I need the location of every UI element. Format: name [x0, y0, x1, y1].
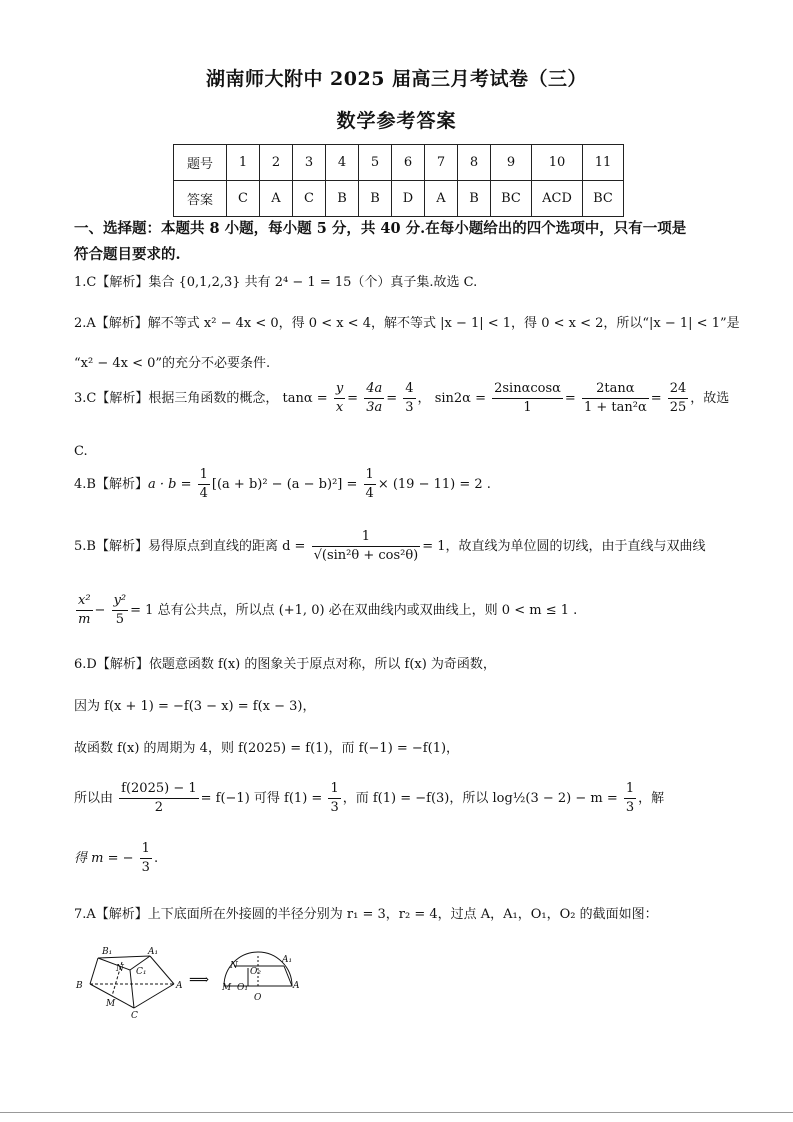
solution-text: . — [153, 851, 159, 866]
label-n: N — [116, 964, 124, 974]
solution-tag: 4.B【解析】 — [74, 477, 148, 492]
solution-tag: 3.C【解析】 — [74, 391, 149, 406]
solution-text: 依题意函数 f(x) 的图象关于原点对称，所以 f(x) 为奇函数， — [148, 657, 496, 672]
solution-q7 — [74, 905, 658, 925]
table-cell: A — [425, 181, 458, 217]
label-a2: A — [293, 981, 300, 991]
solution-q2 — [74, 314, 740, 334]
fraction-numerator: 1 — [364, 466, 376, 485]
label-n2: N — [230, 961, 238, 971]
table-cell: 6 — [392, 145, 425, 181]
table-cell: 3 — [293, 145, 326, 181]
solution-text: 集合 {0,1,2,3} 共有 2⁴ − 1 = 15（个）真子集.故选 C. — [148, 275, 478, 290]
fraction-numerator: 24 — [668, 380, 689, 399]
solution-q3-cont: C. — [74, 444, 88, 459]
label-o: O — [254, 993, 262, 1003]
solution-q6-line3: 故函数 f(x) 的周期为 4，则 f(2025) = f(1)，而 f(−1) = −f(1)， — [74, 741, 460, 756]
fraction — [140, 840, 152, 877]
fraction-numerator: f(2025) − 1 — [119, 780, 198, 799]
solution-text: 易得原点到直线的距离 d = — [147, 539, 306, 554]
table-cell: B — [359, 181, 392, 217]
table-row-label: 题号 — [174, 145, 227, 181]
table-cell: D — [392, 181, 425, 217]
fraction-numerator: y² — [112, 592, 129, 611]
solution-text: 解不等式 x² − 4x < 0，得 0 < x < 4，解不等式 |x − 1| < 1，得 0 < x < 2，所以“|x − 1| < 1”是 — [147, 316, 740, 331]
label-c1: C₁ — [136, 967, 147, 977]
fraction-denominator: 3a — [366, 400, 383, 415]
fraction — [492, 380, 563, 417]
solution-q5 — [74, 528, 706, 566]
label-b: B — [76, 981, 83, 991]
page-subtitle: 数学参考答案 — [336, 110, 457, 132]
table-row-label: 答案 — [174, 181, 227, 217]
solution-tag: 5.B【解析】 — [74, 539, 148, 554]
math-expr: a · b = — [147, 477, 192, 492]
solution-q1 — [74, 273, 477, 293]
label-a: A — [176, 981, 183, 991]
math-expr: [(a + b)² − (a − b)²] = — [211, 477, 358, 492]
page-bottom-rule — [0, 1112, 793, 1113]
math-expr: × (19 − 11) = 2 . — [377, 477, 491, 492]
table-cell: B — [458, 181, 491, 217]
fraction — [403, 380, 415, 417]
table-cell: 1 — [227, 145, 260, 181]
fraction-denominator: m — [78, 612, 91, 627]
fraction-numerator: 1 — [624, 780, 636, 799]
fraction-numerator: 1 — [198, 466, 210, 485]
solution-tag: 2.A【解析】 — [74, 316, 148, 331]
solution-q6-line4 — [74, 780, 664, 818]
fraction-denominator: √(sin²θ + cos²θ) — [313, 548, 419, 563]
table-cell: BC — [491, 181, 532, 217]
table-cell: 9 — [491, 145, 532, 181]
math-expr: tanα = — [282, 391, 328, 406]
fraction-numerator: 2sinαcosα — [492, 380, 563, 399]
implies-arrow: ⟹ — [189, 972, 210, 988]
fraction — [334, 380, 345, 417]
solution-text: 上下底面所在外接圆的半径分别为 r₁ = 3，r₂ = 4，过点 A，A₁，O₁，O₂ 的截面如图： — [147, 907, 658, 922]
solution-tag: 7.A【解析】 — [74, 907, 148, 922]
solution-tag: 6.D【解析】 — [74, 657, 149, 672]
solution-q4 — [74, 466, 491, 504]
fraction-denominator: 25 — [669, 400, 687, 415]
fraction — [668, 380, 689, 417]
table-cell: 8 — [458, 145, 491, 181]
answer-table-number-row — [174, 145, 624, 181]
fraction-denominator: 2 — [154, 800, 164, 815]
solution-q6-line2: 因为 f(x + 1) = −f(3 − x) = f(x − 3)， — [74, 699, 316, 714]
table-cell: 5 — [359, 145, 392, 181]
fraction — [364, 380, 384, 417]
answer-table — [173, 144, 624, 217]
table-cell: 4 — [326, 145, 359, 181]
table-cell: C — [293, 181, 326, 217]
section-heading-cont: 符合题目要求的. — [74, 246, 181, 263]
fraction-denominator: 5 — [115, 612, 124, 627]
fraction-denominator: 3 — [141, 860, 150, 875]
fraction-denominator: 3 — [405, 400, 414, 415]
fraction-numerator: 4a — [364, 380, 384, 399]
section-heading: 一、选择题：本题共 8 小题，每小题 5 分，共 40 分.在每小题给出的四个选项中，只有一项是 — [74, 220, 687, 237]
fraction — [198, 466, 210, 503]
solution-text: 所以由 — [74, 791, 114, 806]
solution-text: = 1，故直线为单位圆的切线，由于直线与双曲线 — [422, 539, 706, 554]
math-expr: 得 m = − — [74, 851, 134, 866]
fraction — [112, 592, 129, 629]
solution-text: = 1 总有公共点，所以点 (+1, 0) 必在双曲线内或双曲线上，则 0 < m ≤ 1 . — [130, 603, 578, 618]
fraction-numerator: 1 — [312, 528, 421, 547]
table-cell: B — [326, 181, 359, 217]
fraction-numerator: x² — [76, 592, 93, 611]
solution-q6-line5 — [74, 840, 158, 878]
fraction — [582, 380, 649, 417]
fraction — [328, 780, 340, 817]
label-m2: M — [222, 983, 232, 993]
fraction — [76, 592, 93, 629]
solution-tag: 1.C【解析】 — [74, 275, 149, 290]
fraction — [364, 466, 376, 503]
fraction-denominator: x — [335, 400, 344, 415]
fraction-denominator: 3 — [625, 800, 635, 815]
math-expr: ，而 f(1) = −f(3)，所以 log½(3 − 2) − m = — [342, 791, 618, 806]
solution-text: ，解 — [638, 791, 665, 806]
table-cell: 7 — [425, 145, 458, 181]
answer-table-answer-row — [174, 181, 624, 217]
geometry-figure — [74, 938, 314, 1022]
table-cell: C — [227, 181, 260, 217]
table-cell: 11 — [583, 145, 624, 181]
fraction-denominator: 4 — [199, 486, 208, 501]
math-expr: sin2α = — [434, 391, 486, 406]
label-b1: B₁ — [102, 947, 113, 957]
frustum-diagram — [90, 956, 174, 1008]
label-o1: O₁ — [237, 983, 248, 993]
label-c: C — [131, 1011, 138, 1021]
table-cell: BC — [583, 181, 624, 217]
math-expr: = f(−1) 可得 f(1) = — [200, 791, 323, 806]
fraction — [119, 780, 198, 817]
table-cell: A — [260, 181, 293, 217]
label-a1: A₁ — [148, 947, 159, 957]
solution-q5-cont: $\frac{\text{x²}}{m}$ − $\frac{\text{y²}}{5}$ = 1 总有公共点，所以点 (+1, 0) 必在双曲线内或双曲线上，则 0 < m ≤ 1 . — [78, 593, 578, 627]
fraction-denominator: 4 — [365, 486, 374, 501]
fraction-denominator: 1 — [523, 400, 532, 415]
fraction-denominator: 1 + tan²α — [583, 400, 647, 415]
fraction-numerator: 4 — [403, 380, 415, 399]
solution-q3: 3.C【解析】根据三角函数的概念， tanα = $\frac{y}{x}$ = $\frac{4a}{3a}$ = $\frac{4}{3}$ ， sin2α = $\frac{2\sin\alpha\cos\alpha}{1}$ = $\frac{2\tan\alpha}{\text{1 + tan²α}}$ = $\frac{24}{25}$ ，故选 — [74, 381, 730, 415]
table-cell: 2 — [260, 145, 293, 181]
solution-q6 — [74, 655, 496, 675]
fraction-numerator: 1 — [140, 840, 152, 859]
solution-text: ，故选 — [690, 391, 730, 406]
fraction — [312, 528, 421, 565]
fraction-numerator: y — [334, 380, 345, 399]
fraction-numerator: 1 — [328, 780, 340, 799]
table-cell: 10 — [532, 145, 583, 181]
solution-q2-cont: “x² − 4x < 0”的充分不必要条件. — [74, 356, 271, 371]
table-cell: ACD — [532, 181, 583, 217]
label-m: M — [106, 999, 116, 1009]
fraction — [624, 780, 636, 817]
solution-text: 根据三角函数的概念， — [148, 391, 279, 406]
fraction-denominator: 3 — [330, 800, 339, 815]
label-a1-2: A₁ — [282, 955, 293, 965]
fraction-numerator: 2tanα — [582, 380, 649, 399]
label-o2: O₂ — [250, 967, 261, 977]
page-title: 湖南师大附中 2025 届高三月考试卷（三） — [205, 68, 588, 90]
